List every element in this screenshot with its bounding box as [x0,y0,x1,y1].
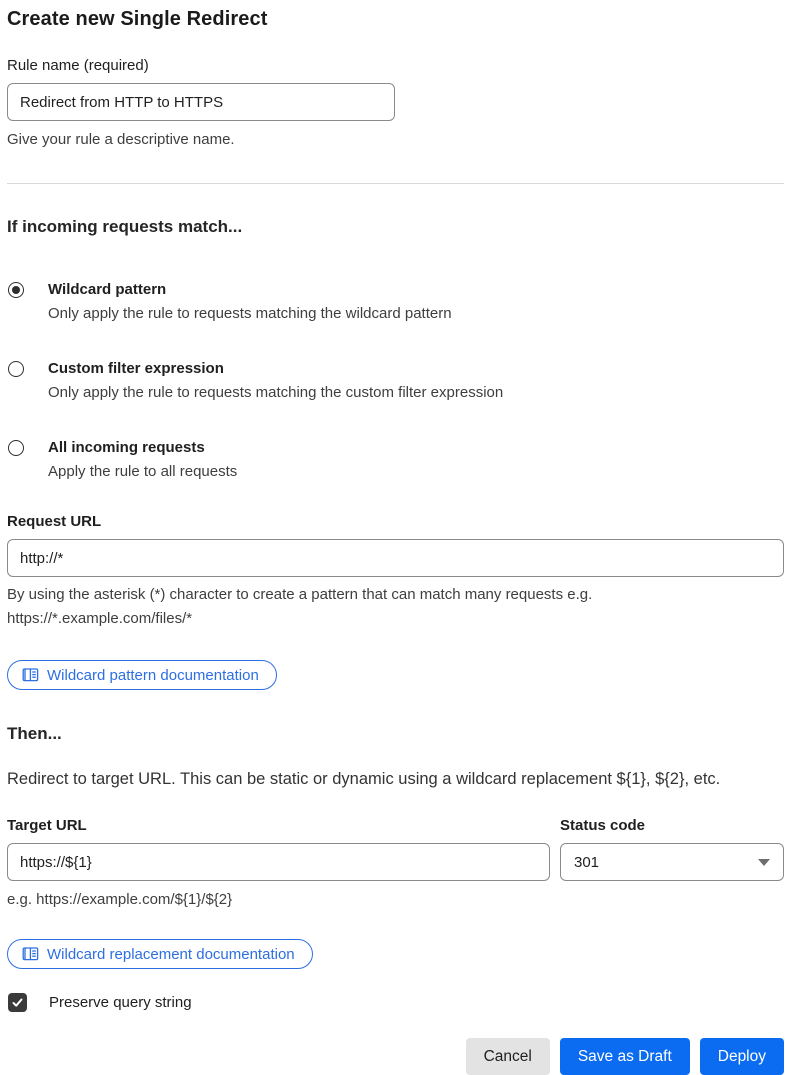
radio-option-wildcard-pattern[interactable] [7,281,784,323]
wildcard-replacement-doc-button[interactable] [7,939,313,969]
radio-description: Apply the rule to all requests [48,463,238,480]
then-section-heading: Then... [7,724,62,743]
request-url-label: Request URL [7,513,102,530]
radio-description: Only apply the rule to requests matching the wildcard pattern [48,305,452,322]
cancel-button[interactable]: Cancel [466,1038,550,1075]
section-divider [7,183,784,184]
match-section-heading: If incoming requests match... [7,217,243,236]
chevron-down-icon [758,859,770,866]
radio-icon-selected[interactable] [8,282,24,298]
radio-option-custom-filter-expression[interactable] [7,360,784,402]
preserve-query-string-row[interactable] [7,993,784,1012]
radio-option-all-incoming-requests[interactable] [7,439,784,481]
doc-button-label: Wildcard pattern documentation [47,666,259,684]
book-icon [22,946,39,962]
deploy-button[interactable]: Deploy [700,1038,784,1075]
book-icon [22,667,39,683]
target-url-input[interactable] [7,843,550,881]
status-code-label: Status code [560,817,646,834]
wildcard-pattern-doc-button[interactable] [7,660,277,690]
footer-actions [7,1038,784,1075]
match-type-radio-group [7,281,784,481]
rule-name-label: Rule name (required) [7,57,149,74]
radio-label: Wildcard pattern [48,281,167,298]
request-url-input[interactable] [7,539,784,577]
checkbox-checked-icon[interactable] [8,993,27,1012]
rule-name-help: Give your rule a descriptive name. [7,131,235,148]
doc-button-label: Wildcard replacement documentation [47,945,295,963]
request-url-help-line1: By using the asterisk (*) character to create a pattern that can match many requests e.g. [7,586,593,603]
then-description: Redirect to target URL. This can be static or dynamic using a wildcard replacement ${1}, ${2}, etc. [7,770,721,788]
status-code-value: 301 [574,853,600,871]
radio-label: Custom filter expression [48,360,224,377]
target-url-label: Target URL [7,817,87,834]
radio-description: Only apply the rule to requests matching the custom filter expression [48,384,504,401]
page-title: Create new Single Redirect [7,8,268,30]
radio-icon[interactable] [8,361,24,377]
target-url-help: e.g. https://example.com/${1}/${2} [7,891,233,908]
request-url-help [7,583,784,631]
status-code-select[interactable] [560,843,784,881]
request-url-help-line2: https://*.example.com/files/* [7,610,193,627]
rule-name-input[interactable] [7,83,395,121]
save-as-draft-button[interactable]: Save as Draft [560,1038,690,1075]
radio-icon[interactable] [8,440,24,456]
preserve-query-string-label: Preserve query string [49,994,192,1011]
radio-label: All incoming requests [48,439,205,456]
